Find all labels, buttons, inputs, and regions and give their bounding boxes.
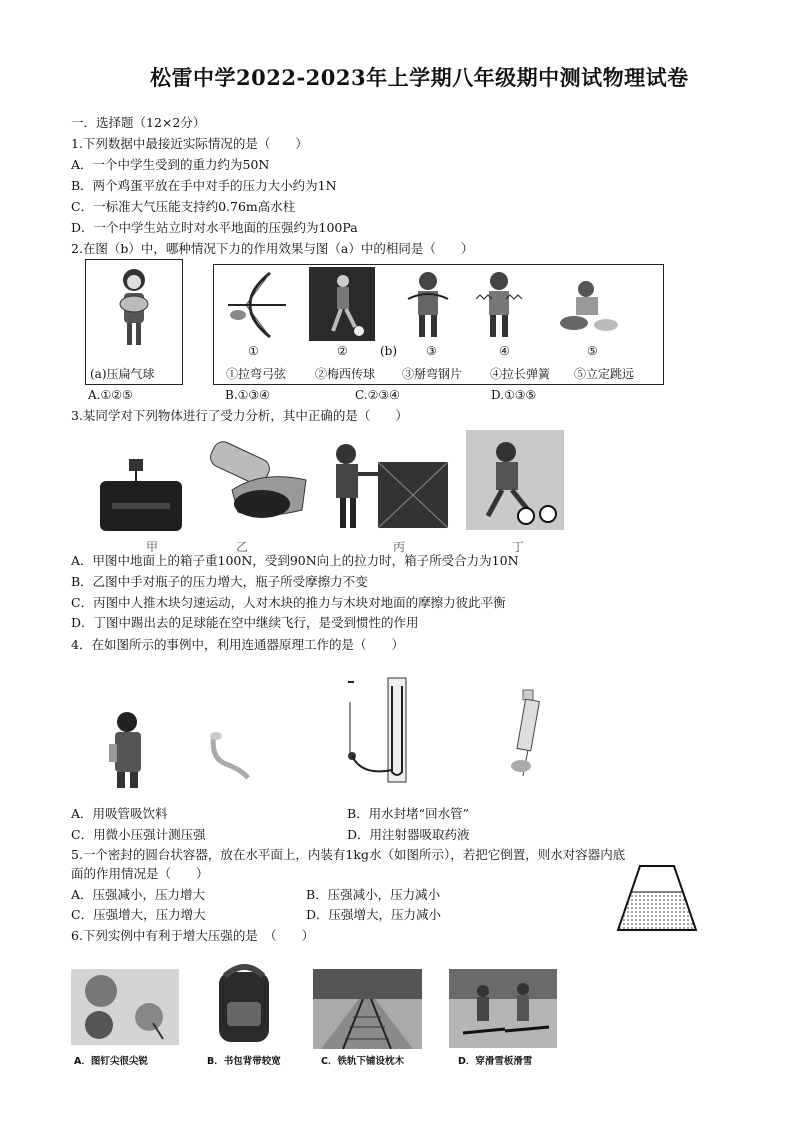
q2-num-4: ④ <box>499 344 510 358</box>
q6-caption-b: B．书包背带较宽 <box>207 1056 281 1067</box>
q2-figure-a-frame <box>85 259 183 385</box>
railway-photo <box>313 969 422 1049</box>
q3-option-b: B．乙图中手对瓶子的压力增大，瓶子所受摩擦力不变 <box>71 574 368 589</box>
q1-option-b: B．两个鸡蛋平放在手中对手的压力大小约为1N <box>71 178 337 193</box>
q2-caption-1: ①拉弯弓弦 <box>226 367 287 381</box>
q3-fig-label-yi: 乙 <box>236 540 249 554</box>
q2-num-5: ⑤ <box>587 344 598 358</box>
boy-spring-figure <box>472 269 526 341</box>
q5-option-b: B．压强减小，压力减小 <box>306 887 441 902</box>
q1-option-c: C．一标准大气压能支持约0.76m高水柱 <box>71 199 296 214</box>
q3-fig-label-bing: 丙 <box>393 540 406 554</box>
q1-option-a: A．一个中学生受到的重力约为50N <box>71 157 270 172</box>
q2-num-b: (b) <box>380 344 398 358</box>
bow-icon <box>220 269 288 341</box>
q6-stem: 6.下列实例中有利于增大压强的是 （ ） <box>71 928 315 943</box>
q2-num-3: ③ <box>426 344 437 358</box>
boy-straw-figure <box>103 710 151 790</box>
kick-ball-photo <box>466 430 564 530</box>
q6-caption-a: A．图钉尖很尖锐 <box>74 1056 148 1067</box>
frustum-container-figure <box>614 862 700 934</box>
q2-option-b: B.①③④ <box>225 388 270 402</box>
q2-option-a: A.①②⑤ <box>88 388 133 402</box>
girl-balloon-figure <box>86 260 182 360</box>
q3-option-a: A．甲图中地面上的箱子重100N，受到90N向上的拉力时，箱子所受合力为10N <box>71 553 519 568</box>
q5-option-a: A．压强减小，压力增大 <box>71 887 206 902</box>
pressure-gauge-figure <box>342 676 412 790</box>
q5-option-d: D．压强增大，压力减小 <box>306 907 442 922</box>
q2-fig-a-label: (a)压扁气球 <box>90 367 155 381</box>
backpack-figure <box>207 962 283 1048</box>
messi-pass-photo <box>309 267 375 341</box>
q3-fig-label-ding: 丁 <box>512 540 525 554</box>
q2-caption-3: ③掰弯钢片 <box>402 367 463 381</box>
q4-stem: 4．在如图所示的事例中，利用连通器原理工作的是（ ） <box>71 637 404 652</box>
boy-bending-steel-figure <box>402 269 454 341</box>
q2-option-d: D.①③⑤ <box>491 388 537 402</box>
section-heading: 一．选择题（12×2分） <box>71 115 206 130</box>
q5-option-c: C．压强增大，压力增大 <box>71 907 206 922</box>
q2-figure-b-frame <box>213 264 664 385</box>
q6-caption-d: D．穿滑雪板滑雪 <box>458 1056 533 1067</box>
q2-option-c: C.②③④ <box>355 388 400 402</box>
thumbtack-photo <box>71 969 179 1045</box>
q5-stem-line2: 面的作用情况是（ ） <box>71 866 209 881</box>
q4-option-a: A．用吸管吸饮料 <box>71 806 168 821</box>
q4-option-c: C．用微小压强计测压强 <box>71 827 206 842</box>
q2-caption-4: ④拉长弹簧 <box>490 367 551 381</box>
q3-option-c: C．丙图中人推木块匀速运动，人对木块的推力与木块对地面的摩擦力彼此平衡 <box>71 595 506 610</box>
q5-stem-line1: 5.一个密封的圆台状容器，放在水平面上，内装有1kg水（如图所示），若把它倒置，则水对容器内底 <box>71 847 626 862</box>
skiing-photo <box>449 969 557 1048</box>
q6-caption-c: C．铁轨下铺设枕木 <box>321 1056 404 1067</box>
q2-caption-2: ②梅西传球 <box>315 367 376 381</box>
q3-option-d: D．丁图中踢出去的足球能在空中继续飞行，是受到惯性的作用 <box>71 615 419 630</box>
q2-num-1: ① <box>248 344 259 358</box>
q1-option-d: D．一个中学生站立时对水平地面的压强约为100Pa <box>71 220 358 235</box>
q1-stem: 1.下列数据中最接近实际情况的是（ ） <box>71 136 308 151</box>
drain-pipe-figure <box>204 728 254 784</box>
q2-num-2: ② <box>337 344 348 358</box>
q2-stem: 2.在图（b）中，哪种情况下力的作用效果与图（a）中的相同是（ ） <box>71 241 474 256</box>
standing-jump-figure <box>554 279 634 335</box>
box-lift-figure <box>96 455 186 537</box>
exam-title: 松雷中学2022-2023年上学期八年级期中测试物理试卷 <box>150 65 689 90</box>
q3-fig-label-jia: 甲 <box>146 540 159 554</box>
q3-stem: 3.某同学对下列物体进行了受力分析，其中正确的是（ ） <box>71 408 408 423</box>
q4-option-b: B．用水封堵“回水管” <box>347 806 469 821</box>
push-block-figure <box>326 436 452 534</box>
hand-bottle-figure <box>202 440 312 536</box>
syringe-figure <box>503 686 553 782</box>
q2-caption-5: ⑤立定跳远 <box>574 367 635 381</box>
q4-option-d: D．用注射器吸取药液 <box>347 827 470 842</box>
